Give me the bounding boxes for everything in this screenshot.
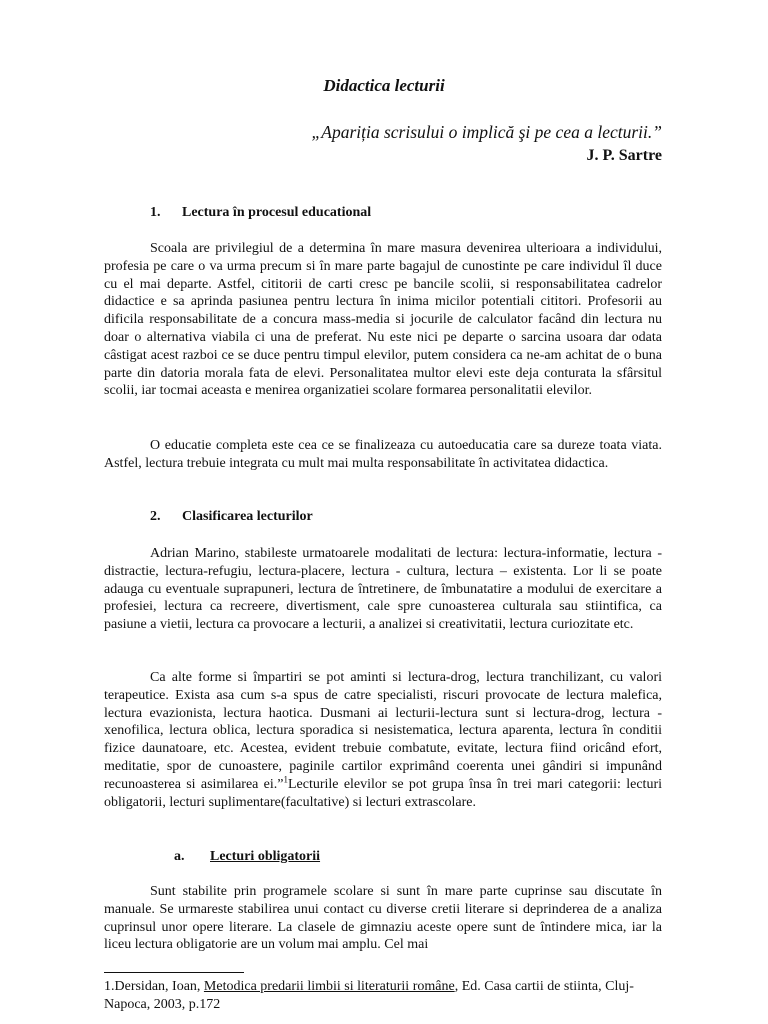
section-number: 1.	[150, 205, 161, 220]
paragraph: O educatie completa este cea ce se finalizeaza cu autoeducatia care sa dureze toata viata. Astfel, lectura trebuie integrata cu mult mai multa responsabilitate în activitatea didactica.	[104, 438, 662, 471]
section-title: Clasificarea lecturilor	[182, 509, 313, 524]
footnote-prefix: 1.Dersidan, Ioan,	[104, 979, 204, 994]
paragraph-text-after: Lecturile elevilor se pot grupa însa în trei mari categorii: lecturi obligatorii, lecturi suplimentare(facultative) si lecturi extrascolare.	[104, 776, 662, 810]
footnote-marker: 1	[283, 774, 288, 785]
section-title: Lectura în procesul educational	[182, 205, 372, 220]
paragraph-with-footnote	[104, 669, 662, 811]
paragraph: Adrian Marino, stabileste urmatoarele modalitati de lectura: lectura-informatie, lectura - distractie, lectura-refugiu, lectura-placere, lectura - cultura, lectura – existenta. Lor li se poate adauga cu eventuale suprapuneri, lectura de întretinere, de îmbunatatire a modului de exercitare a profesiei, lectura ca recreere, divertisment, cale spre cunoasterea culturala sau stiintifica, ca pasiune a vietii, lectura ca provocare a lecturii, a analizei si creativitatii, lectura curiozitate etc.	[104, 546, 662, 633]
section-number: 2.	[150, 509, 161, 524]
paragraph: Scoala are privilegiul de a determina în mare masura devenirea ulterioara a individului, profesia pe care o va urma precum si în mare parte bagajul de cunostinte pe care individul îl duce cu el mai departe. Astfel, cititorii de carti cresc pe bancile scolii, si responsabilitatea cadrelor didactice e sa aprinda pasiunea pentru lectura în inima micilor potentiali cititori. Profesorii au dificila responsabilitate de a concura mass-media si jocurile de calculator facând din lectura nu doar o alternativa viabila ci una de preferat. Nu este nici pe departe o sarcina usoara dar odata câstigat acest razboi ce se duce pentru timpul elevilor, putem considera ca ne-am achitat de o buna parte din datoria morala fata de elevi. Personalitatea multor elevi este deja conturata la sfârsitul scolii, iar tocmai aceasta e menirea organizatiei scolare formarea personalitatii elevilor.	[104, 241, 662, 399]
footnote	[104, 978, 670, 1014]
subsection-title: Lecturi obligatorii	[210, 849, 321, 864]
paragraph-text-before: Ca alte forme si împartiri se pot aminti si lectura-drog, lectura tranchilizant, cu valori terapeutice. Exista asa cum s-a spus de catre specialisti, riscuri provocate de lectura malefica, lectura evazionista, lectura haotica. Dusmani ai lecturii-lectura sunt si lectura-drog, lectura - xenofilica, lectura oblica, lectura sporadica si nesistematica, lectura aparenta, lectura în conditii fizice daunatoare, etc. Acestea, evident trebuie combatute, evitate, lectura fiind oricând efort, meditatie, spor de cunoastere, paginile cartilor exprimând coerenta unei gândiri si impunând recunoasterea si asimilarea ei.”	[104, 670, 662, 792]
paragraph: Sunt stabilite prin programele scolare si sunt în mare parte cuprinse sau discutate în manuale. Se urmareste stabilirea unui contact cu diverse cretii literare si deprinderea de a analiza cuprinsul unor opere literare. La clasele de gimnaziu aceste opere sunt de întindere mica, iar la liceu lectura obligatorie are un volum mai amplu. Cel mai	[104, 884, 662, 953]
footnote-book-title: Metodica predarii limbii si literaturii române	[203, 979, 455, 994]
footnote-divider	[104, 972, 244, 973]
epigraph-quote: „Apariția scrisului o implică şi pe cea a lecturii.”	[311, 122, 662, 142]
footnote-suffix: , Ed. Casa cartii de stiinta, Cluj-Napoca, 2003, p.172	[104, 979, 634, 1012]
subsection-heading-a	[174, 849, 320, 865]
document-title: Didactica lecturii	[323, 76, 445, 95]
section-heading-2	[150, 509, 313, 525]
subsection-letter: a.	[174, 849, 185, 864]
section-heading-1	[150, 205, 371, 221]
epigraph-author: J. P. Sartre	[586, 147, 662, 164]
